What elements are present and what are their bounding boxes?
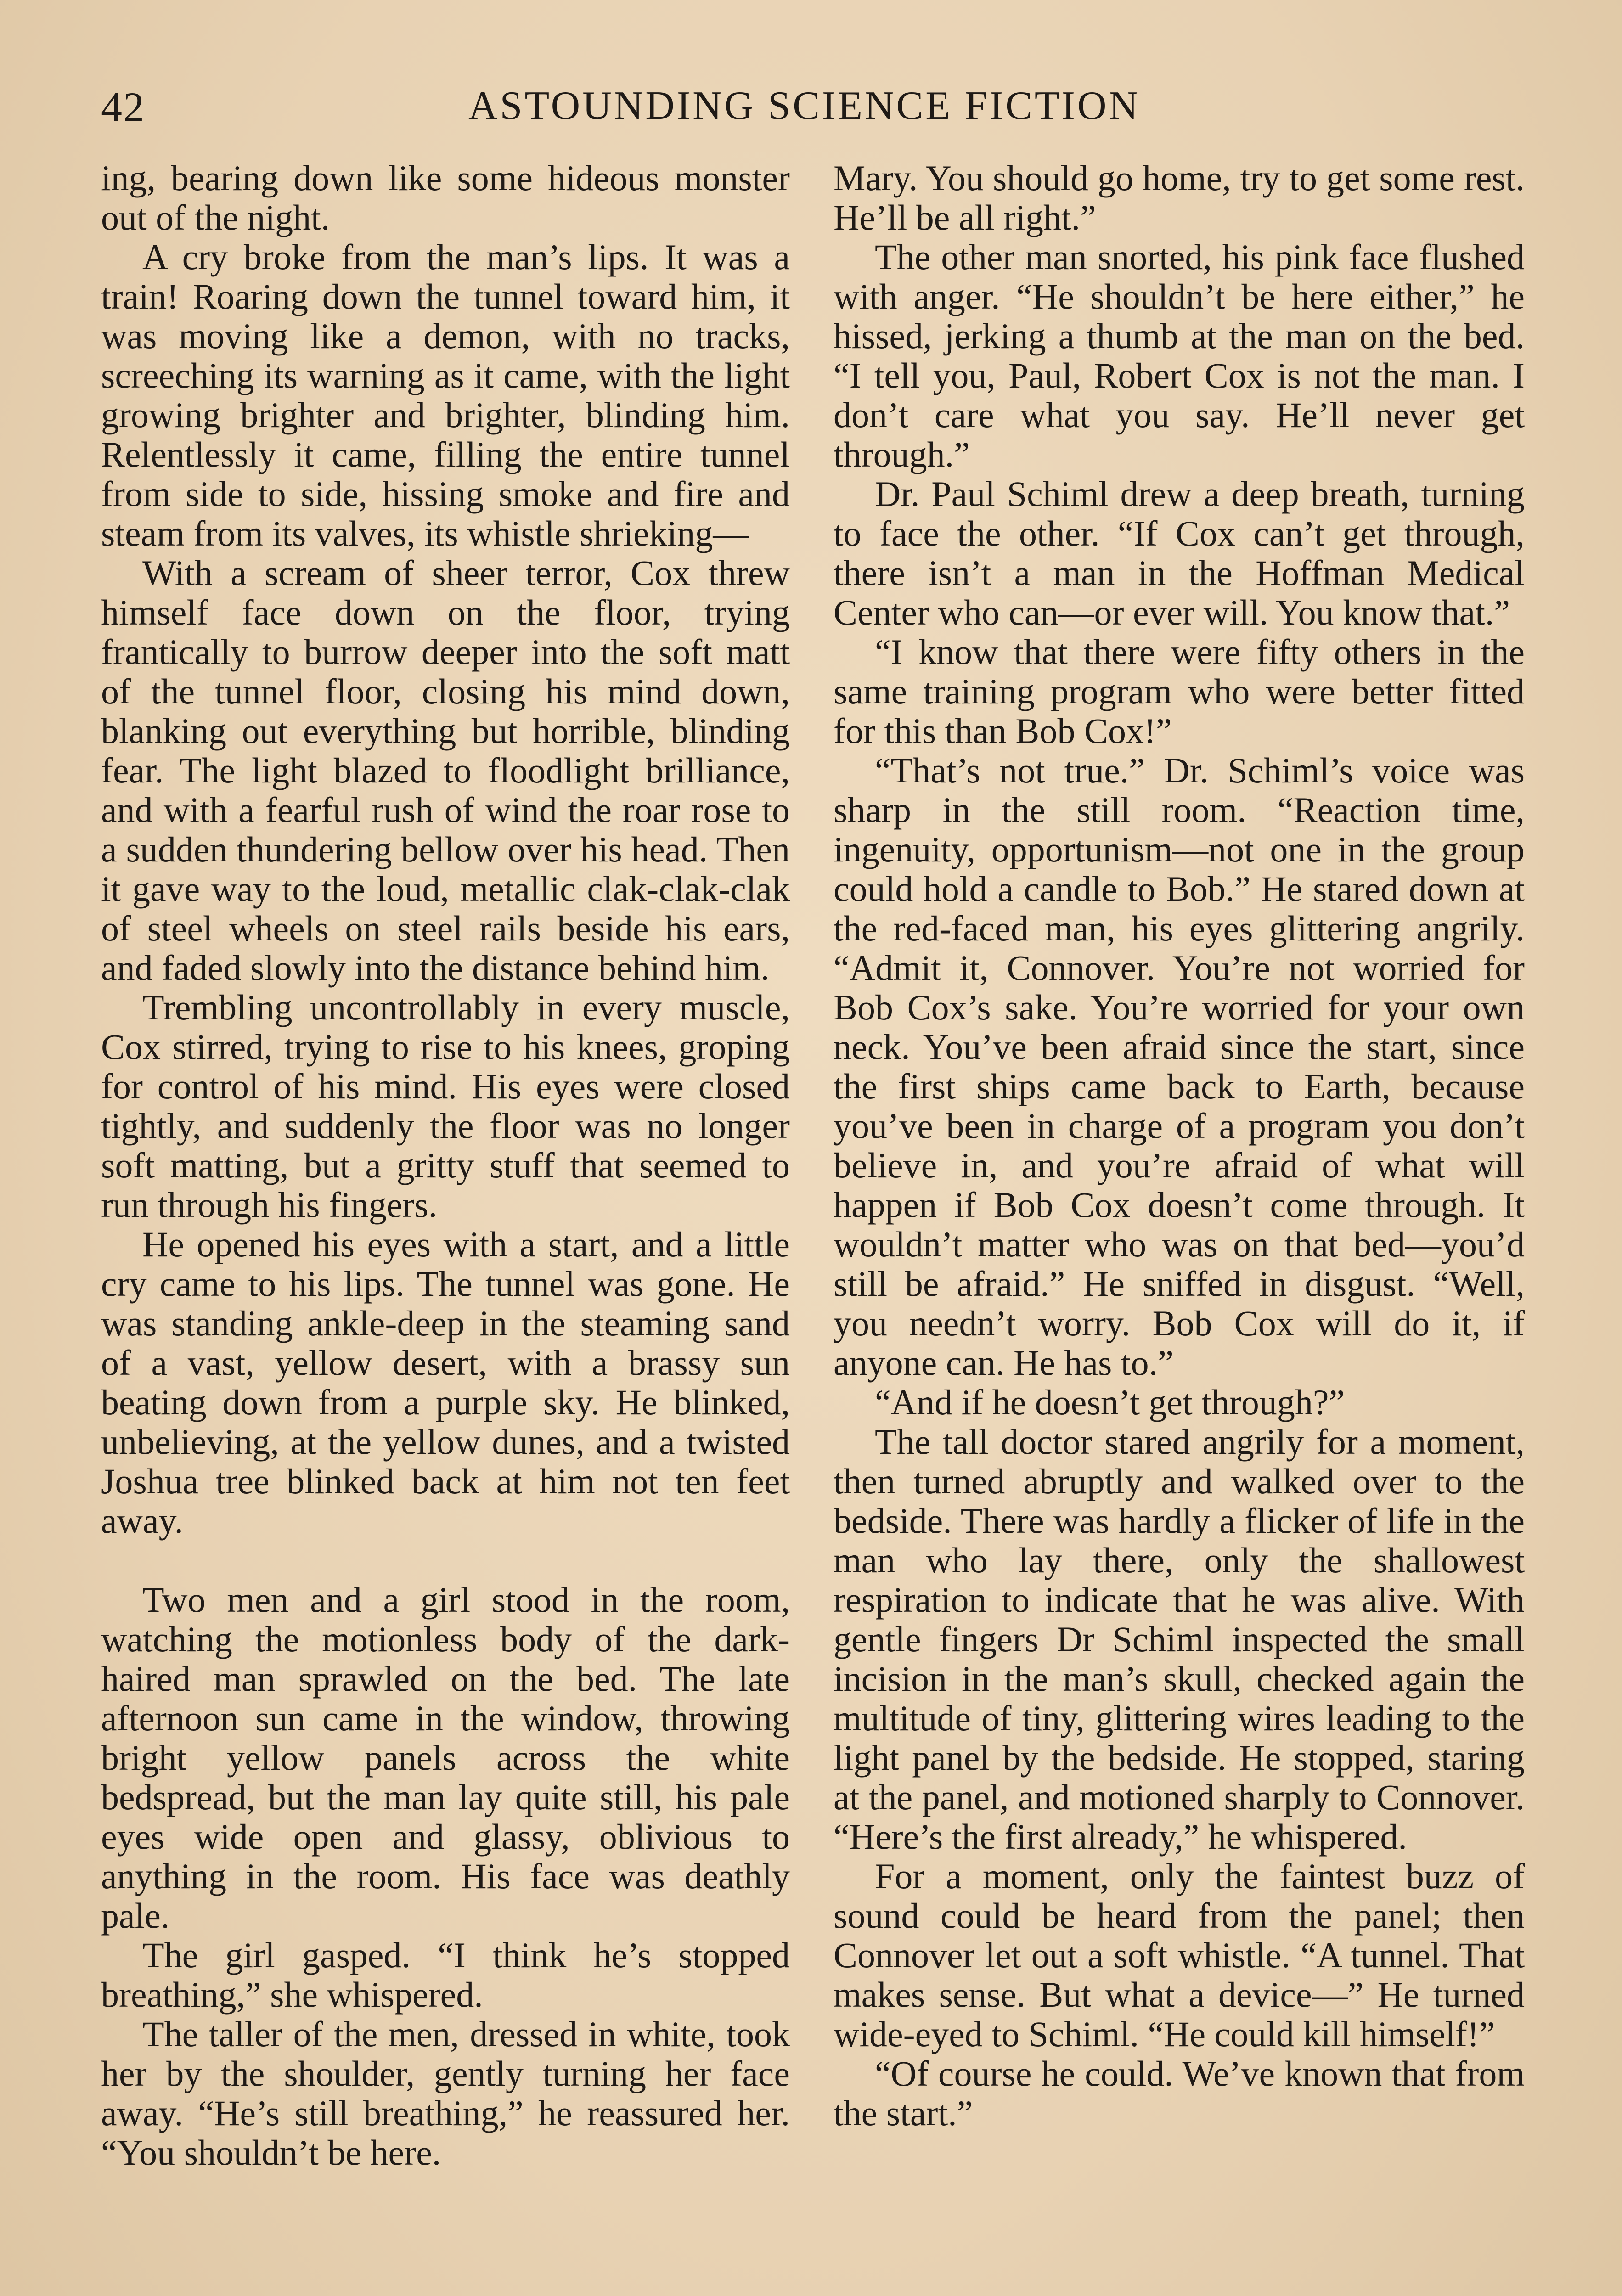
left-column	[101, 158, 790, 2172]
paragraph: “That’s not true.” Dr. Schiml’s voice was sharp in the still room. “Reaction time, ingenuity, opportunism—not one in the group could hold a candle to Bob.” He stared down at the red-faced man, his eyes glittering angrily. “Admit it, Connover. You’re not worried for Bob Cox’s sake. You’re worried for your own neck. You’ve been afraid since the start, since the first ships came back to Earth, because you’ve been in charge of a program you don’t believe in, and you’re afraid of what will happen if Bob Cox doesn’t come through. It wouldn’t matter who was on that bed—you’d still be afraid.” He sniffed in disgust. “Well, you needn’t worry. Bob Cox will do it, if anyone can. He has to.”	[834, 750, 1525, 1383]
paragraph: The taller of the men, dressed in white, took her by the shoulder, gently turning her face away. “He’s still breathing,” he reassured her. “You shouldn’t be here.	[101, 2014, 790, 2172]
paragraph: With a scream of sheer terror, Cox threw himself face down on the floor, trying frantically to burrow deeper into the soft matt of the tunnel floor, closing his mind down, blanking out everything but horrible, blinding fear. The light blazed to floodlight brilliance, and with a fearful rush of wind the roar rose to a sudden thundering bellow over his head. Then it gave way to the loud, metallic clak-clak-clak of steel wheels on steel rails beside his ears, and faded slowly into the distance behind him.	[101, 553, 790, 988]
paragraph: Dr. Paul Schiml drew a deep breath, turning to face the other. “If Cox can’t get through, there isn’t a man in the Hoffman Medical Center who can—or ever will. You know that.”	[834, 474, 1525, 632]
paragraph: “I know that there were fifty others in the same training program who were better fitted for this than Bob Cox!”	[834, 632, 1525, 751]
right-column	[834, 158, 1525, 2133]
paragraph: For a moment, only the faintest buzz of sound could be heard from the panel; then Connover let out a soft whistle. “A tunnel. That makes sense. But what a device—” He turned wide-eyed to Schiml. “He could kill himself!”	[834, 1856, 1525, 2054]
paragraph: “Of course he could. We’ve known that from the start.”	[834, 2054, 1525, 2133]
paragraph: Mary. You should go home, try to get some rest. He’ll be all right.”	[834, 158, 1525, 237]
running-title: ASTOUNDING SCIENCE FICTION	[468, 84, 1141, 128]
paragraph: The tall doctor stared angrily for a moment, then turned abruptly and walked over to the bedside. There was hardly a flicker of life in the man who lay there, only the shallowest respiration to indicate that he was alive. With gentle fingers Dr Schiml inspected the small incision in the man’s skull, checked again the multitude of tiny, glittering wires leading to the light panel by the bedside. He stopped, staring at the panel, and motioned sharply to Connover. “Here’s the first already,” he whispered.	[834, 1422, 1525, 1857]
paragraph: Trembling uncontrollably in every muscle, Cox stirred, trying to rise to his knees, groping for control of his mind. His eyes were closed tightly, and suddenly the floor was no longer soft matting, but a gritty stuff that seemed to run through his fingers.	[101, 987, 790, 1225]
paragraph: The other man snorted, his pink face flushed with anger. “He shouldn’t be here either,” he hissed, jerking a thumb at the man on the bed. “I tell you, Paul, Robert Cox is not the man. I don’t care what you say. He’ll never get through.”	[834, 237, 1525, 474]
paragraph: Two men and a girl stood in the room, watching the motionless body of the dark-haired man sprawled on the bed. The late afternoon sun came in the window, throwing bright yellow panels across the white bedspread, but the man lay quite still, his pale eyes wide open and glassy, oblivious to anything in the room. His face was deathly pale.	[101, 1580, 790, 1936]
paragraph: ing, bearing down like some hideous monster out of the night.	[101, 158, 790, 237]
page-number: 42	[101, 84, 145, 130]
page-header	[101, 78, 1525, 147]
paragraph: He opened his eyes with a start, and a little cry came to his lips. The tunnel was gone. He was standing ankle-deep in the steaming sand of a vast, yellow desert, with a brassy sun beating down from a purple sky. He blinked, unbelieving, at the yellow dunes, and a twisted Joshua tree blinked back at him not ten feet away.	[101, 1224, 790, 1541]
paragraph: “And if he doesn’t get through?”	[875, 1382, 1345, 1422]
paragraph: A cry broke from the man’s lips. It was a train! Roaring down the tunnel toward him, it was moving like a demon, with no tracks, screeching its warning as it came, with the light growing brighter and brighter, blinding him. Relentlessly it came, filling the entire tunnel from side to side, hissing smoke and fire and steam from its valves, its whistle shrieking—	[101, 237, 790, 553]
paragraph: The girl gasped. “I think he’s stopped breathing,” she whispered.	[101, 1935, 790, 2015]
